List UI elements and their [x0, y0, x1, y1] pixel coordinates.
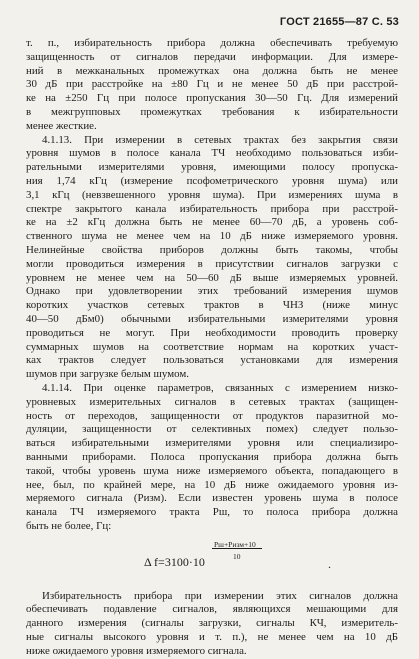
text-line: в межгрупповых промежутках требования к избирательности	[26, 105, 398, 118]
text-line: дуляции, защищенности от селективных помех) следует пользо-	[26, 423, 398, 436]
formula-exponent-denominator: 10	[233, 551, 241, 561]
formula-end: .	[328, 556, 331, 571]
text-line: Нелинейные свойства приборов должны быть такомы, чтобы	[26, 243, 398, 256]
formula-main: Δ f=3100·10	[144, 554, 205, 569]
text-line: ния 1,74 кГц (измерение псофометрического уровня шума) или	[26, 174, 398, 187]
text-line: ний в межканальных промежутках она должна быть не менее	[26, 64, 398, 77]
text-line: рательными измерителями уровня, имеющими полосу пропуска-	[26, 161, 398, 174]
text-line: могли проводиться измерения в присутствии сигналов загрузки с	[26, 257, 398, 270]
text-line: обеспечивать подавление сигналов, являющихся мешающими для	[26, 603, 398, 616]
paragraph-selectivity: Избирательность прибора при измерении этих сигналов должна	[42, 589, 398, 602]
text-line: т. п., избирательность прибора должна обеспечивать требуемую	[26, 37, 398, 49]
text-line: коротких участков сетевых трактов в ЧНЗ (ниже минус	[26, 299, 398, 312]
document-body	[26, 37, 398, 659]
text-line: ные сигналы высокого уровня и т. п.), не менее чем на 10 дБ	[26, 631, 398, 644]
text-line: защищенность от сигналов передачи информации. Для измере-	[26, 50, 398, 63]
formula-exponent-numerator: Pш+Pизм+10	[214, 539, 256, 549]
text-line: 3,1 кГц (невзвешенного уровня шума). При измерениях шума в	[26, 188, 398, 201]
formula-fraction-bar	[212, 548, 262, 549]
text-line: ке на ±2 кГц должна быть не менее 60—70 дБ, а уровень соб-	[26, 216, 398, 229]
text-line: ственного шума не менее чем на 10 дБ ниже измеряемого уровня.	[26, 230, 398, 243]
text-line: данного измерения (сигналы загрузки, сигналы КЧ, измеритель-	[26, 617, 398, 630]
text-line: ванными приборами. Полоса пропускания прибора должна быть	[26, 450, 398, 463]
text-line: нее, был, по крайней мере, на 10 дБ ниже ожидаемого уровня из-	[26, 478, 398, 491]
paragraph-4-1-13: 4.1.13. При измерении в сетевых трактах без закрытия связи	[42, 133, 398, 146]
text-line: быть не более, Гц:	[26, 519, 112, 532]
text-line: Однако при удовлетворении этих требований измерения шумов	[26, 285, 398, 298]
text-line: канала ТЧ измеряемого тракта Pш, то полоса прибора должна	[26, 506, 398, 519]
text-line: 40—50 дБм0) обычными избирательными измерителями уровня	[26, 312, 398, 325]
text-line: суммарных шумов на соответствие нормам на коротких участ-	[26, 340, 398, 353]
text-line: меряемого сигнала (Pизм). Если известен уровень шума в полосе	[26, 492, 398, 505]
page-header: ГОСТ 21655—87 С. 53	[279, 16, 399, 28]
text-line: менее жесткие.	[26, 119, 97, 132]
text-line: проводиться не могут. При необходимости проводить проверку	[26, 326, 398, 339]
bandwidth-formula	[26, 536, 398, 584]
text-line: шумов при загрузке белым шумом.	[26, 368, 189, 381]
text-line: уровня шумов в полосе канала ТЧ необходимо пользоваться изби-	[26, 147, 398, 160]
text-line: уровневых измерительных сигналов в сетевых трактах (защищен-	[26, 395, 398, 408]
text-line: 30 дБ при расстройке на ±80 Гц и не менее 50 дБ при расстрой-	[26, 78, 398, 91]
text-line: ваться избирательными измерителями уровня или специализиро-	[26, 437, 398, 450]
text-line: спектре закрытого канала избирательность прибора при расстрой-	[26, 202, 398, 215]
text-line: ность от переходов, защищенности от продуктов паразитной мо-	[26, 409, 398, 422]
text-line: ке на ±250 Гц при полосе пропускания 30—50 Гц. Для измерений	[26, 92, 398, 105]
paragraph-4-1-14: 4.1.14. При оценке параметров, связанных с измерением низко-	[42, 381, 398, 394]
text-line: ниже ожидаемого уровня измеряемого сигнала.	[26, 644, 247, 657]
text-line: ках трактов следует пользоваться установками для измерения	[26, 354, 398, 367]
text-line: такой, чтобы уровень шума ниже измеряемого объекта, попадающего в	[26, 464, 398, 477]
text-line: уровнем не менее чем на 50—60 дБ выше измеряемых уровней.	[26, 271, 398, 284]
